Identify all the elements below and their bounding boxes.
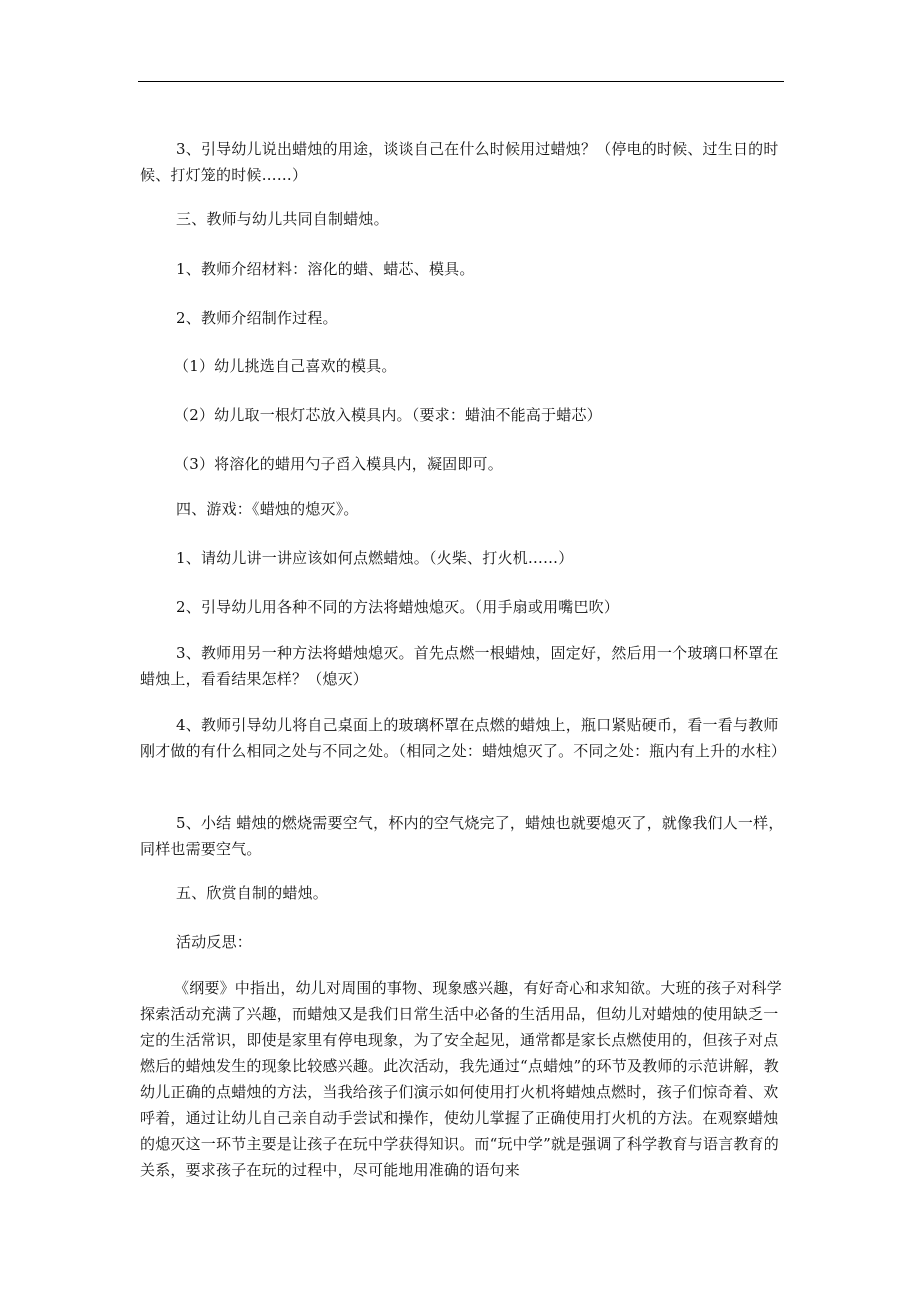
heading-reflection: 活动反思：: [176, 933, 253, 951]
paragraph-step-2: （2）幼儿取一根灯芯放入模具内。（要求：蜡油不能高于蜡芯）: [174, 406, 602, 424]
paragraph-process: 2、教师介绍制作过程。: [176, 309, 338, 327]
paragraph-candle-uses: 3、引导幼儿说出蜡烛的用途，谈谈自己在什么时候用过蜡烛？（停电的时候、过生日的时候、打灯笼的时候……）: [140, 140, 779, 184]
section-heading-game: 四、游戏：《蜡烛的熄灭》。: [176, 500, 359, 518]
section-heading-make-candles: 三、教师与幼儿共同自制蜡烛。: [176, 210, 389, 228]
paragraph-step-1: （1）幼儿挑选自己喜欢的模具。: [174, 357, 397, 375]
paragraph-glass-experiment: 4、教师引导幼儿将自己桌面上的玻璃杯罩在点燃的蜡烛上，瓶口紧贴硬币，看一看与教师刚才做的有什么相同之处与不同之处。（相同之处：蜡烛熄灭了。不同之处：瓶内有上升的水柱）: [140, 716, 787, 760]
paragraph-summary: 5、小结 蜡烛的燃烧需要空气，杯内的空气烧完了，蜡烛也就要熄灭了，就像我们人一样，同样也需要空气。: [140, 814, 784, 858]
paragraph-reflection-body: 《纲要》中指出，幼儿对周围的事物、现象感兴趣，有好奇心和求知欲。大班的孩子对科学探索活动充满了兴趣，而蜡烛又是我们日常生活中必备的生活用品，但幼儿对蜡烛的使用缺乏一定的生活常识，即使是家里有停电现象，为了安全起见，通常都是家长点燃使用的，但孩子对点燃后的蜡烛发生的现象比较感兴趣。此次活动，我先通过“点蜡烛”的环节及教师的示范讲解，教幼儿正确的点蜡烛的方法，当我给孩子们演示如何使用打火机将蜡烛点燃时，孩子们惊奇着、欢呼着，通过让幼儿自己亲自动手尝试和操作，使幼儿掌握了正确使用打火机的方法。在观察蜡烛的熄灭这一环节主要是让孩子在玩中学获得知识。而“玩中学”就是强调了科学教育与语言教育的关系，要求孩子在玩的过程中，尽可能地用准确的语句来: [140, 979, 783, 1179]
paragraph-step-3: （3）将溶化的蜡用勺子舀入模具内，凝固即可。: [174, 455, 503, 473]
paragraph-materials: 1、教师介绍材料：溶化的蜡、蜡芯、模具。: [176, 260, 475, 278]
paragraph-how-to-light: 1、请幼儿讲一讲应该如何点燃蜡烛。（火柴、打火机……）: [176, 549, 574, 567]
paragraph-extinguish-methods: 2、引导幼儿用各种不同的方法将蜡烛熄灭。（用手扇或用嘴巴吹）: [176, 598, 620, 616]
section-heading-appreciate: 五、欣赏自制的蜡烛。: [176, 884, 329, 902]
header-rule: [138, 81, 784, 82]
paragraph-teacher-demo: 3、教师用另一种方法将蜡烛熄灭。首先点燃一根蜡烛，固定好，然后用一个玻璃口杯罩在蜡烛上，看看结果怎样？（熄灭）: [140, 644, 779, 688]
